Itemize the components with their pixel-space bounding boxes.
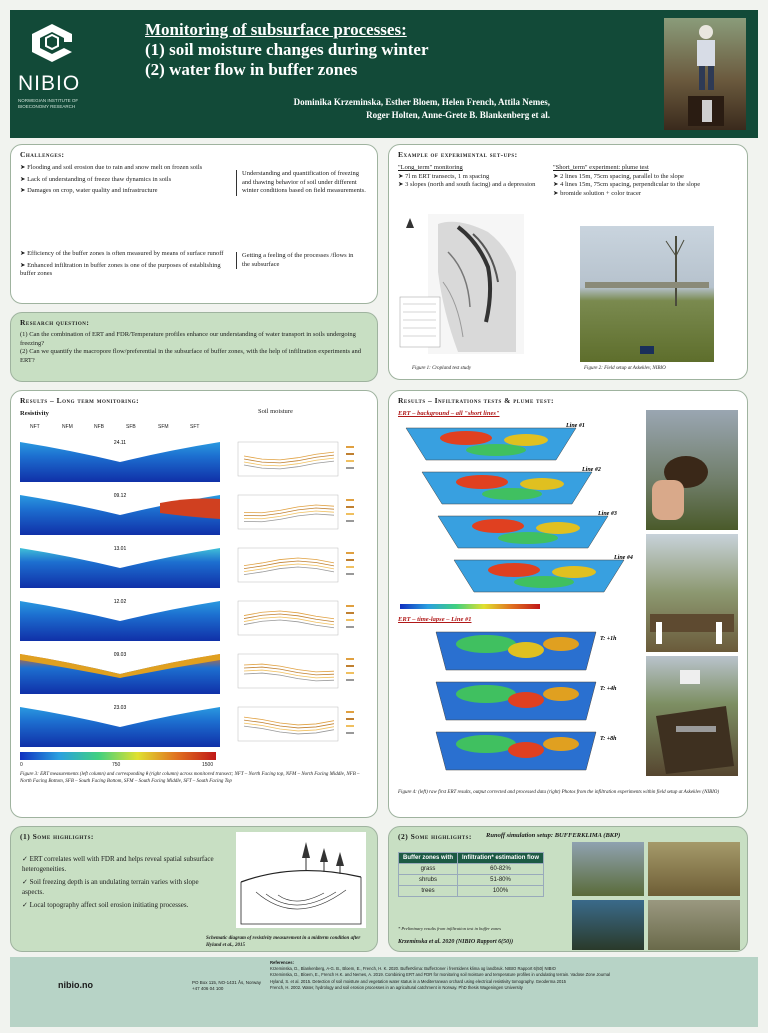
short-item: ➤ 4 lines 15m, 75cm spacing, perpendicular to the slope [553, 181, 701, 188]
footer-site[interactable]: nibio.no [58, 980, 93, 990]
challenge-response-1: Understanding and quantification of freezing and thawing behavior of soil under different winter conditions based on field measurements. [236, 170, 366, 196]
short-term-title: "Short_term" experiment: plume test [553, 164, 649, 171]
ert-section [20, 436, 220, 486]
long-item: ➤ 3 slopes (north and south facing) and a depression [398, 181, 536, 188]
short-text: 2 lines 15m, 75cm spacing, parallel to the slope [560, 172, 684, 180]
authors-line-2: Roger Holten, Anne-Grete B. Blankenberg et al. [366, 110, 550, 120]
soil-moisture-plot [228, 544, 368, 590]
short-item: ➤ bromide solution + color tracer [553, 189, 641, 197]
figure-4-caption: Figure 4: (left) raw first ERT results, output corrected and processed data (right) Photos from the infiltration experiments within field setup at Askeklev (NIBIO) [398, 790, 720, 795]
challenge-item: ➤ Damages on crop, water quality and infrastructure [20, 187, 158, 194]
ert-section [20, 595, 220, 645]
ert-date-label: 13.01 [113, 546, 127, 552]
highlight-item: ✓ Local topography affect soil erosion initiating processes. [22, 901, 189, 909]
pos-label: NFT [30, 424, 40, 430]
soil-moisture-plot [228, 597, 368, 643]
logo-name: NIBIO [18, 72, 81, 95]
results-inf-title: Results – Infiltrations tests & plume test: [398, 396, 554, 405]
header-photo [664, 18, 746, 130]
table-cell: grass [399, 864, 458, 875]
challenges-list-1 [20, 164, 230, 199]
ert-section [20, 489, 220, 539]
table-cell: shrubs [399, 875, 458, 886]
title-line-3: (2) water flow in buffer zones [145, 60, 358, 79]
short-text: bromide solution + color tracer [560, 189, 641, 197]
soil-moisture-plot [228, 491, 368, 537]
highlights-1-list [22, 854, 222, 913]
highlights-1-title: (1) Some highlights: [20, 832, 94, 841]
challenge-response-2: Getting a feeling of the processes /flows in the subsurface [236, 252, 356, 269]
long-text: 7l m ERT transects, 1 m spacing [405, 172, 490, 180]
challenge-item: ➤ Flooding and soil erosion due to rain and snow melt on frozen soils [20, 164, 203, 171]
long-term-title: "Long_term" monitoring [398, 164, 463, 171]
challenge-item: ➤ Lack of understanding of freeze thaw dynamics in soils [20, 175, 172, 183]
pos-label: SFT [190, 424, 200, 430]
infiltration-table [398, 852, 544, 897]
buffer-photo-4 [648, 900, 740, 950]
field-plot-photo [646, 534, 738, 652]
pos-label: SFM [158, 424, 169, 430]
line-label: Line #2 [582, 467, 601, 473]
timelapse-panel [396, 628, 642, 676]
line-label: Line #1 [566, 423, 585, 429]
ert-timelapse-panels [396, 628, 642, 780]
ert-background-title: ERT – background – all "short lines" [398, 410, 500, 417]
soil-moisture-column [228, 436, 368, 756]
research-title: Research question: [20, 318, 90, 327]
poster-title [145, 20, 645, 80]
table-header: Buffer zones with [399, 853, 458, 864]
colorbar-min: 0 [20, 762, 23, 768]
person-photo-icon [664, 18, 746, 130]
reference-item: French, H. 2002. Water, hydrology and soil erosion processes in an agricultural catchment in Norway. PhD thesis Wageningen University [270, 984, 523, 990]
short-text: 4 lines 15m, 75cm spacing, perpendicular to the slope [560, 181, 701, 188]
highlight-text: ERT correlates well with FDR and helps reveal spatial subsurface heterogeneities. [22, 855, 214, 873]
table-cell: 60-82% [458, 864, 544, 875]
buffer-photo-3 [572, 900, 644, 950]
long-text: 3 slopes (north and south facing) and a depression [405, 181, 536, 188]
challenges-list-2 [20, 250, 230, 282]
references-title: References: [270, 960, 294, 965]
footer-contact: PO Box 115, NO-1431 Ås, Norway +47 406 04 100 [192, 980, 261, 991]
authors-line-1: Dominika Krzeminska, Esther Bloem, Helen French, Attila Nemes, [293, 97, 550, 107]
highlights-2-title: (2) Some highlights: [398, 832, 472, 841]
highlights-2-ref: Krzeminska et al. 2020 (NIBIO Rapport 6(50)) [398, 939, 514, 945]
figure-1-caption: Figure 1: Cropland test study [412, 366, 472, 371]
setup-title: Example of experimental set-ups: [398, 150, 518, 159]
plot-icon [646, 534, 738, 652]
ert-line-panel [396, 508, 642, 556]
tree-photo-icon [580, 226, 714, 362]
challenge-text: Enhanced infiltration in buffer zones is one of the purposes of establishing buffer zones [20, 261, 221, 277]
trench-icon [646, 656, 738, 776]
challenge-text: Flooding and soil erosion due to rain and snow melt on frozen soils [27, 164, 203, 171]
ert-section [20, 648, 220, 698]
table-note: * Preliminary results from infiltration test in buffer zones [398, 926, 501, 931]
long-term-block [398, 164, 548, 190]
challenge-text: Damages on crop, water quality and infrastructure [27, 187, 158, 194]
position-labels [22, 424, 218, 434]
highlight-item: ✓ Soil freezing depth is an undulating terrain varies with slope aspects. [22, 878, 199, 896]
challenge-text: Efficiency of the buffer zones is often measured by means of surface runoff [27, 250, 224, 257]
ert-section [20, 701, 220, 751]
pos-label: NFB [94, 424, 104, 430]
soil-core-photo [646, 410, 738, 530]
challenges-title: Challenges: [20, 150, 65, 159]
table-row [399, 875, 544, 886]
soil-moisture-plot [228, 703, 368, 749]
timelapse-panel [396, 728, 642, 776]
colorbar-ticks [20, 762, 216, 768]
time-label: T: +4h [600, 686, 617, 692]
resistivity-label: Resistivity [20, 410, 49, 417]
line-label: Line #3 [598, 511, 617, 517]
nibio-logo-icon [28, 22, 76, 64]
results-long-title: Results – Long term monitoring: [20, 396, 140, 405]
reference-item: Krzeminska, D., Bloem, E., French H.K. and Nemes, A. 2019. Combining ERT and FDR for monitoring soil moisture and temperature profiles in undulating terrain. Vadose Zone Journal [270, 972, 611, 978]
ert-date-label: 12.02 [113, 599, 127, 605]
short-item: ➤ 2 lines 15m, 75cm spacing, parallel to the slope [553, 172, 684, 180]
research-q2: (2) Can we quantify the macropore flow/preferential in the subsurface of buffer zones, with the help of infiltration experiments and ERT? [20, 348, 362, 364]
colorbar-max: 1500 [202, 762, 214, 768]
short-term-block [553, 164, 743, 198]
logo-subtitle: NORWEGIAN INSTITUTE OF BIOECONOMY RESEARCH [18, 98, 79, 109]
title-line-2: (1) soil moisture changes during winter [145, 40, 429, 59]
buffer-photo-1 [572, 842, 644, 896]
highlights-2-subtitle: Runoff simulation setup: BUFFERKLIMA (BKP) [486, 832, 621, 839]
table-header: Infiltration* estimation flow [458, 853, 544, 864]
table-cell: 51-80% [458, 875, 544, 886]
colorbar-mid: 750 [112, 762, 121, 768]
highlight-item: ✓ ERT correlates well with FDR and helps reveal spatial subsurface heterogeneities. [22, 855, 214, 873]
table-cell: trees [399, 886, 458, 897]
table-row [399, 864, 544, 875]
ert-background-panels [396, 420, 642, 610]
soil-moisture-plot [228, 650, 368, 696]
table-row [399, 886, 544, 897]
ert-date-label: 23.03 [113, 705, 127, 711]
reference-item: Krzeminska, D., Blankenberg, A-G. B., Bloem, E., French, H. K. 2020. BufferKlima: Bufferzoner i fremtidens klima og landbruk. NIBIO Rapport 6(50) NIBIO [270, 966, 556, 972]
hand-soil-icon [646, 410, 738, 530]
challenge-item: ➤ Efficiency of the buffer zones is often measured by means of surface runoff [20, 250, 224, 257]
challenge-item: ➤ Enhanced infiltration in buffer zones is one of the purposes of establishing buffer zones [20, 261, 221, 277]
reference-item: Hyland, S. et al. 2015. Detection of soil moisture and vegetation water status in a Mediterranean orchard using electrical resistivity tomography. Geoderma 2015 [270, 978, 566, 984]
ert-timelapse-title: ERT – time-lapse – Line #1 [398, 616, 472, 623]
ert-line-panel [396, 420, 642, 468]
figure-3-caption: Figure 3: ERT measurements (left column) and corresponding θ (right column) across monitored transect; NFT – North Facing top, NFM – North Facing Middle, NFB – North Facing Bottom, SFB – South Facing Bottom, SFM – South Facing Middle, SFT – South Facing Top [20, 772, 360, 784]
buffer-photo-2 [648, 842, 740, 896]
schematic-diagram [236, 832, 366, 928]
research-questions [20, 331, 372, 365]
ert-date-label: 09.03 [113, 652, 127, 658]
schematic-caption: Schematic diagram of resistivity measurement in a midterm condition after Hyland et al., 2015 [206, 936, 361, 948]
challenge-text: Lack of understanding of freeze thaw dynamics in soils [27, 175, 172, 183]
soil-moisture-plot [228, 438, 368, 484]
ert-section [20, 542, 220, 592]
figure-2-caption: Figure 2: Field setup at Askeklev, NIBIO [584, 366, 666, 371]
authors [190, 96, 550, 122]
pos-label: NFM [62, 424, 73, 430]
ert-date-label: 24.11 [113, 440, 127, 446]
ert-column [20, 436, 220, 756]
results-table [398, 852, 544, 897]
highlight-text: Soil freezing depth is an undulating terrain varies with slope aspects. [22, 878, 199, 896]
topographic-map [398, 212, 528, 362]
ert-line-panel [396, 552, 642, 600]
title-line-1: Monitoring of subsurface processes: [145, 20, 407, 39]
ert-date-label: 09.12 [113, 493, 127, 499]
long-item: ➤ 7l m ERT transects, 1 m spacing [398, 172, 490, 180]
timelapse-panel [396, 678, 642, 726]
resistivity-colorbar [20, 752, 216, 760]
time-label: T: +1h [600, 636, 617, 642]
bg-colorbar [400, 604, 540, 609]
pos-label: SFB [126, 424, 136, 430]
research-q1: (1) Can the combination of ERT and FDR/Temperature profiles enhance our understanding of water transport in soils undergoing freezing? [20, 331, 356, 347]
infiltration-photo [646, 656, 738, 776]
field-photo [580, 226, 714, 362]
ert-line-panel [396, 464, 642, 512]
table-cell: 100% [458, 886, 544, 897]
time-label: T: +8h [600, 736, 617, 742]
line-label: Line #4 [614, 555, 633, 561]
highlight-text: Local topography affect soil erosion initiating processes. [29, 901, 189, 909]
soil-moisture-label: Soil moisture [258, 408, 293, 415]
references [270, 960, 754, 991]
